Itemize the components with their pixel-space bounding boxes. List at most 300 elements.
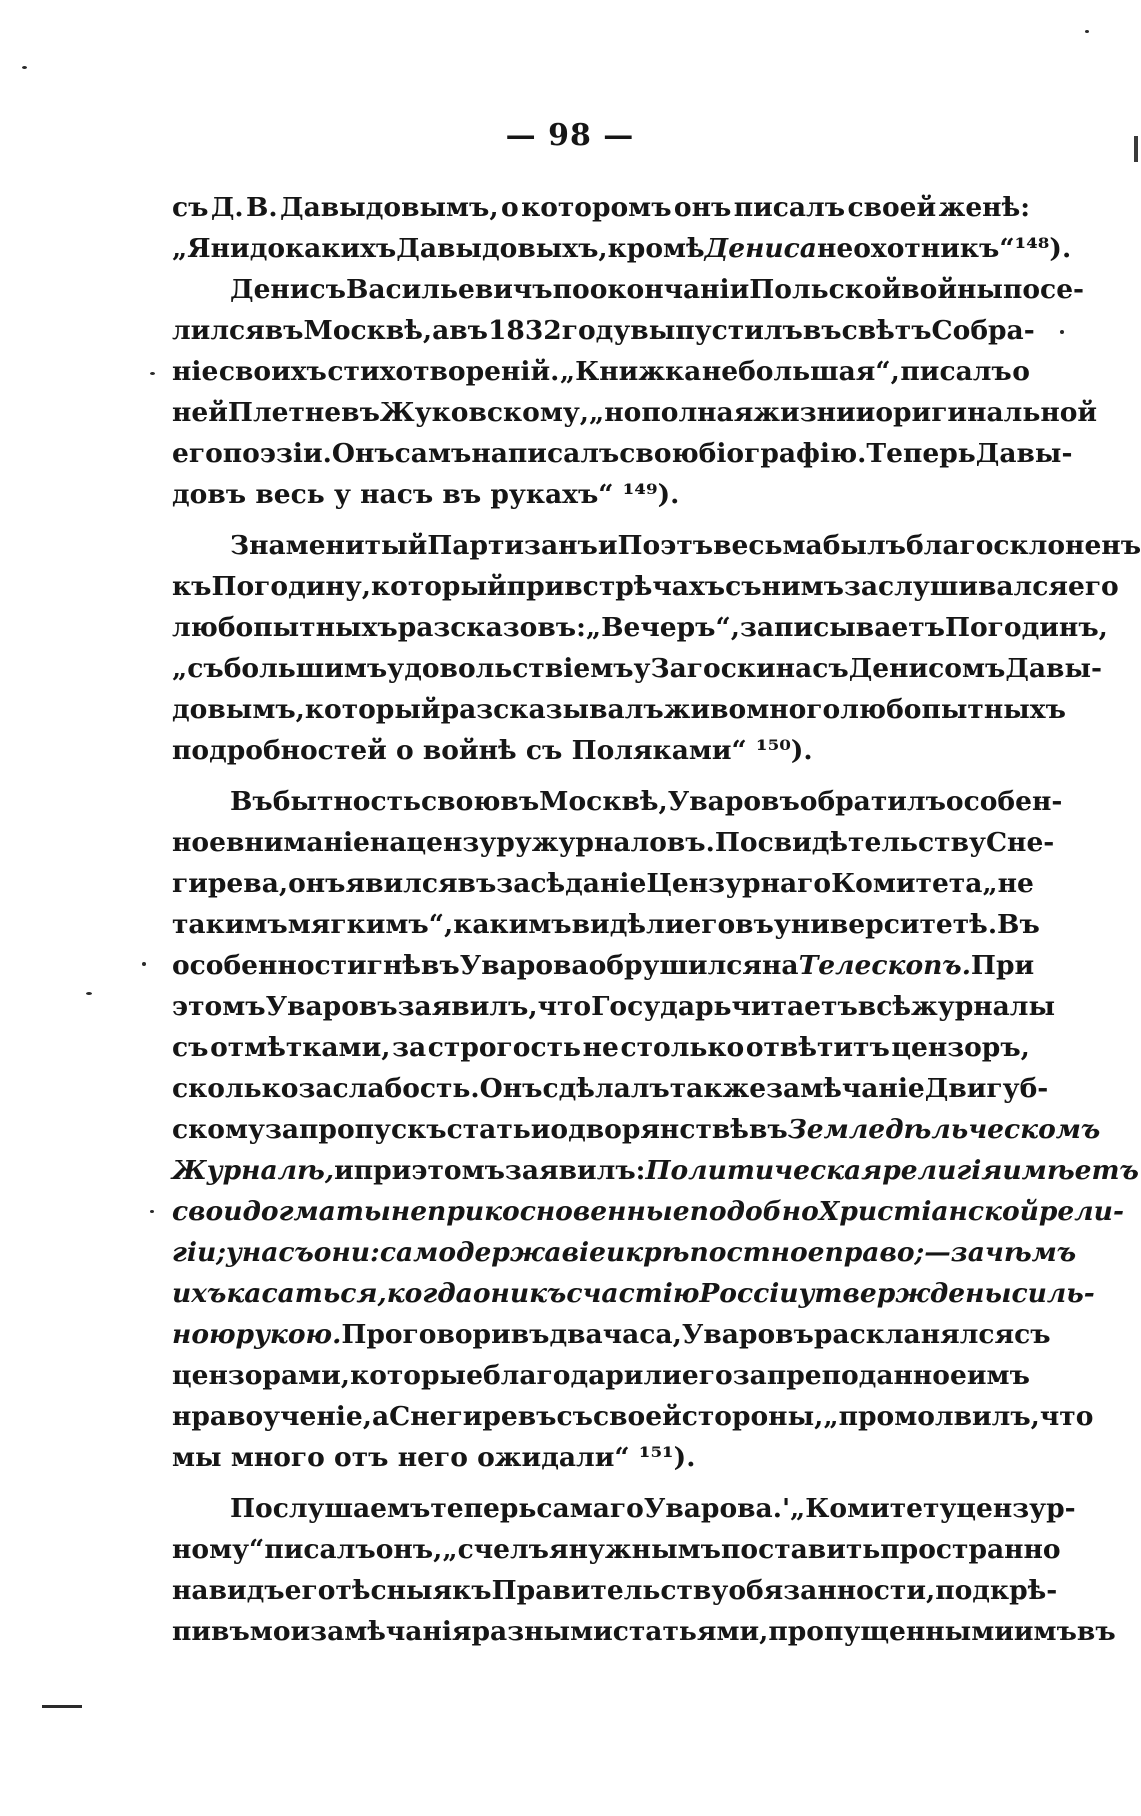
text-line: [172, 822, 1055, 863]
word: 1832: [487, 315, 562, 346]
word: обратилъ: [799, 786, 946, 817]
word: догматы: [242, 1196, 391, 1227]
word: гирева,: [172, 868, 289, 899]
word: Поляками“: [571, 735, 757, 766]
word: столько: [620, 1032, 745, 1063]
word: онъ,: [375, 1534, 443, 1565]
text-line: [172, 1355, 1030, 1396]
word: имъ: [966, 1360, 1030, 1391]
word: свою: [421, 786, 501, 817]
word: мягкимъ“,: [287, 909, 454, 940]
word: въ: [735, 909, 774, 940]
word: ней: [172, 397, 228, 428]
word: въ: [449, 315, 488, 346]
word: видъ: [208, 1575, 285, 1606]
word: Уварова: [459, 950, 589, 981]
word: Россіи: [699, 1278, 799, 1309]
word: о: [501, 192, 519, 223]
word: цензур-: [956, 1493, 1076, 1524]
word: пропущенными: [768, 1616, 1014, 1647]
word: Плетневъ: [227, 397, 380, 428]
word: Въ: [997, 909, 1040, 940]
word: насъ: [360, 479, 443, 510]
text-line: [172, 904, 1040, 945]
word: отъ: [334, 1442, 398, 1473]
word: Давыдовымъ,: [280, 192, 499, 223]
word: самодержавіе: [379, 1237, 606, 1268]
word: рукахъ“: [490, 479, 623, 510]
word: онъ: [673, 192, 732, 223]
word: него: [397, 1442, 478, 1473]
word: за: [264, 1114, 300, 1145]
word: Онъ: [479, 1073, 543, 1104]
word: пропускъ: [299, 1114, 447, 1145]
word: съ: [725, 571, 762, 602]
word: и: [597, 530, 618, 561]
word: въ: [1076, 1616, 1116, 1647]
word: Послушаемъ: [230, 1493, 431, 1524]
text-line: [172, 351, 1030, 392]
word: который: [304, 694, 441, 725]
word: весьма: [713, 530, 823, 561]
word: рукою.: [235, 1319, 342, 1350]
word: о: [395, 735, 423, 766]
word: Погодинъ,: [944, 612, 1108, 643]
word: самъ: [394, 438, 472, 469]
word: у: [333, 479, 361, 510]
word: былъ: [822, 530, 906, 561]
word: Давы-: [975, 438, 1073, 469]
word: В.: [246, 192, 278, 223]
word: поставить: [721, 1534, 881, 1565]
word: свои: [172, 1196, 243, 1227]
word: небольшая“,: [701, 356, 900, 387]
text-line: [172, 1570, 1058, 1611]
word: вниманіе: [225, 827, 370, 858]
word: Уваровъ: [681, 1319, 814, 1350]
word: на: [369, 827, 407, 858]
word: съ: [525, 735, 572, 766]
word: его: [684, 909, 736, 940]
scan-speck: [86, 992, 92, 995]
word: а: [371, 1401, 390, 1432]
word: въ: [802, 315, 842, 346]
word: и: [605, 1237, 626, 1268]
text-line: [172, 607, 1108, 648]
word: весь: [255, 479, 334, 510]
text-line: [172, 781, 1063, 822]
word: нравоученіе,: [172, 1401, 372, 1432]
word: полная: [641, 397, 754, 428]
word: религія: [882, 1155, 1003, 1186]
text-line: [172, 1027, 1030, 1068]
word: „но: [589, 397, 642, 428]
word: посе-: [1002, 274, 1085, 305]
word: Денисъ: [230, 274, 346, 305]
word: на: [762, 950, 799, 981]
word: довъ: [172, 479, 256, 510]
word: войны: [901, 274, 1003, 305]
word: два: [549, 1319, 603, 1350]
word: ною: [172, 1319, 236, 1350]
word: Сне-: [985, 827, 1055, 858]
word: любопытныхъ: [172, 612, 398, 643]
text-line: [172, 1437, 1030, 1478]
word: Москвѣ,: [303, 315, 433, 346]
word: Журналѣ,: [172, 1155, 335, 1186]
word: ¹⁵⁰).: [756, 735, 813, 766]
word: большимъ: [223, 653, 388, 684]
word: разсказовъ:: [397, 612, 586, 643]
word: этомъ: [411, 1155, 505, 1186]
word: Земледѣльческомъ: [787, 1114, 1101, 1145]
word: бытность: [272, 786, 422, 817]
word: Погодину,: [211, 571, 371, 602]
word: замѣчанія: [310, 1616, 472, 1647]
page-number: — 98 —: [505, 118, 635, 153]
word: Проговоривъ: [341, 1319, 550, 1350]
word: какимъ: [453, 909, 572, 940]
word: также: [669, 1073, 767, 1104]
word: По: [714, 827, 758, 858]
word: въ: [748, 1114, 788, 1145]
word: и: [855, 397, 876, 428]
word: что: [1039, 1401, 1094, 1432]
word: преподанное: [766, 1360, 967, 1391]
word: окончаніи: [589, 274, 750, 305]
word: въ: [457, 868, 497, 899]
word: біографію.: [698, 438, 867, 469]
word: любопытныхъ: [840, 694, 1066, 725]
word: „Вечеръ“,: [585, 612, 740, 643]
text-line: [172, 1396, 1094, 1437]
word: своей: [592, 1401, 682, 1432]
margin-rule: [42, 1705, 82, 1708]
word: Теперь: [866, 438, 976, 469]
word: явился: [345, 868, 458, 899]
word: съ: [172, 1032, 209, 1063]
word: съ: [556, 1401, 593, 1432]
word: При: [970, 950, 1035, 981]
word: „Книжка: [559, 356, 702, 387]
word: у: [226, 1237, 242, 1268]
word: Польской: [749, 274, 902, 305]
word: писалъ: [264, 1534, 376, 1565]
scan-speck: [22, 66, 27, 69]
word: Снегиревъ: [389, 1401, 557, 1432]
word: этомъ: [172, 991, 266, 1022]
word: утверждены: [798, 1278, 1012, 1309]
word: подробностей: [172, 735, 396, 766]
word: его: [1067, 571, 1119, 602]
word: статьями,: [612, 1616, 769, 1647]
word: ¹⁴⁸).: [1014, 233, 1072, 264]
text-line: [172, 228, 1072, 269]
text-line: [172, 187, 1030, 228]
text-line: [172, 474, 1030, 515]
word: засѣданіе: [496, 868, 647, 899]
text-line: [172, 566, 1119, 607]
body-text: [172, 187, 1141, 1652]
word: ни: [210, 233, 250, 264]
word: что: [537, 991, 592, 1022]
word: имъ: [1013, 1616, 1077, 1647]
word: къ: [529, 1278, 567, 1309]
word: „съ: [172, 653, 224, 684]
word: много: [230, 1442, 335, 1473]
word: году: [561, 315, 631, 346]
word: ожидали“: [477, 1442, 639, 1473]
word: у: [633, 653, 651, 684]
word: читаетъ: [731, 991, 858, 1022]
word: за: [298, 1073, 333, 1104]
word: оригинальной: [875, 397, 1098, 428]
word: часа,: [602, 1319, 682, 1350]
word: свѣтъ: [841, 315, 932, 346]
text-line: [172, 1488, 1076, 1529]
word: его: [681, 1360, 733, 1391]
word: войнѣ: [422, 735, 526, 766]
word: отвѣтитъ: [745, 1032, 890, 1063]
word: Москвѣ,: [539, 786, 668, 817]
word: Государь: [591, 991, 732, 1022]
scan-speck: [142, 962, 146, 966]
word: Онъ: [331, 438, 395, 469]
word: журналы: [910, 991, 1056, 1022]
text-line: [172, 863, 1034, 904]
word: кромѣ: [607, 233, 705, 264]
word: которые: [350, 1360, 483, 1391]
word: ніе: [172, 356, 219, 387]
word: всѣ: [857, 991, 911, 1022]
word: слабость.: [332, 1073, 480, 1104]
word: Телескопъ.: [798, 950, 971, 981]
word: сколько: [172, 1073, 299, 1104]
paragraph-gap: [172, 515, 1030, 525]
word: университетѣ.: [773, 909, 998, 940]
text-line: [172, 986, 1056, 1027]
word: его: [172, 438, 223, 469]
word: свою: [619, 438, 699, 469]
word: рели-: [1038, 1196, 1124, 1227]
word: заслушивался: [843, 571, 1068, 602]
word: нужнымъ: [568, 1534, 721, 1565]
word: Комитета: [831, 868, 983, 899]
word: дворянствѣ: [568, 1114, 749, 1145]
word: Поэтъ: [617, 530, 714, 561]
word: гіи;: [172, 1237, 227, 1268]
word: не: [816, 233, 854, 264]
word: ному“: [172, 1534, 265, 1565]
text-line: [172, 689, 1066, 730]
word: съ: [172, 192, 209, 223]
word: мы: [172, 1442, 231, 1473]
word: '„Комитету: [781, 1493, 957, 1524]
word: теперь: [430, 1493, 537, 1524]
word: Денисомъ: [848, 653, 1006, 684]
word: писалъ: [733, 192, 846, 223]
word: „Я: [172, 233, 211, 264]
word: „промолвилъ,: [823, 1401, 1040, 1432]
text-line: [172, 525, 1141, 566]
word: право;—зачѣмъ: [824, 1237, 1077, 1268]
word: Партизанъ: [427, 530, 598, 561]
word: удовольствіемъ: [387, 653, 634, 684]
word: которомъ: [521, 192, 672, 223]
word: Христіанской: [818, 1196, 1039, 1227]
word: статьи: [446, 1114, 551, 1145]
word: сдѣлалъ: [542, 1073, 670, 1104]
word: счастію: [566, 1278, 700, 1309]
paragraph-gap: [172, 1478, 1030, 1488]
scan-speck: [1085, 30, 1089, 33]
word: „не: [982, 868, 1034, 899]
word: записываетъ: [739, 612, 945, 643]
word: Уварова.: [643, 1493, 782, 1524]
word: цензоръ,: [891, 1032, 1030, 1063]
word: писалъ: [900, 356, 1012, 387]
word: Правительству: [491, 1575, 729, 1606]
word: при: [506, 571, 565, 602]
word: своихъ: [218, 356, 327, 387]
word: подобно: [689, 1196, 819, 1227]
word: я: [548, 1534, 569, 1565]
word: Жуковскому,: [379, 397, 590, 428]
word: мои: [249, 1616, 311, 1647]
word: обязанности,: [728, 1575, 936, 1606]
word: Уваровъ: [667, 786, 800, 817]
word: ихъ: [172, 1278, 227, 1309]
word: съ: [812, 653, 849, 684]
word: въ: [264, 315, 304, 346]
word: Давыдовыхъ,: [396, 233, 608, 264]
word: по: [552, 274, 590, 305]
word: при: [353, 1155, 412, 1186]
scan-speck: [150, 1210, 154, 1213]
word: стороны,: [681, 1401, 824, 1432]
word: живо: [663, 694, 747, 725]
word: гнѣвъ: [366, 950, 460, 981]
word: написалъ: [471, 438, 620, 469]
word: имѣетъ: [1002, 1155, 1139, 1186]
word: выпустилъ: [630, 315, 803, 346]
text-line: [172, 945, 1035, 986]
scan-edge-mark: [1134, 136, 1138, 162]
scan-speck: [150, 372, 155, 375]
word: Загоскина: [650, 653, 813, 684]
word: къ: [452, 1575, 492, 1606]
word: касаться,: [226, 1278, 387, 1309]
word: Давы-: [1005, 653, 1103, 684]
word: стихотвореній.: [327, 356, 560, 387]
word: а: [432, 315, 450, 346]
word: неприкосновенные: [390, 1196, 690, 1227]
word: подкрѣ-: [935, 1575, 1058, 1606]
paragraph-gap: [172, 771, 1030, 781]
word: до: [249, 233, 286, 264]
text-line: [172, 1529, 1061, 1570]
word: заявилъ,: [397, 991, 538, 1022]
word: женѣ:: [938, 192, 1030, 223]
word: Дениса: [704, 233, 817, 264]
word: Знаменитый: [230, 530, 428, 561]
word: „счелъ: [442, 1534, 549, 1565]
word: нимъ: [761, 571, 844, 602]
text-line: [172, 1068, 1049, 1109]
word: свидѣтельству: [757, 827, 986, 858]
word: поэзіи.: [222, 438, 332, 469]
word: особенности: [172, 950, 367, 981]
word: Двигуб-: [924, 1073, 1049, 1104]
word: пивъ: [172, 1616, 250, 1647]
text-line: [172, 1150, 1139, 1191]
word: пространно: [880, 1534, 1061, 1565]
word: лился: [172, 315, 265, 346]
word: къ: [172, 571, 212, 602]
word: разсказывалъ: [440, 694, 664, 725]
text-line: [172, 1273, 1095, 1314]
word: ¹⁴⁹).: [622, 479, 680, 510]
text-line: [172, 648, 1103, 689]
word: о: [1012, 356, 1030, 387]
word: крѣпостное: [625, 1237, 825, 1268]
word: замѣчаніе: [766, 1073, 925, 1104]
word: благодарили: [483, 1360, 682, 1391]
word: они:: [313, 1237, 380, 1268]
word: жизни: [753, 397, 856, 428]
word: не: [582, 1032, 619, 1063]
word: журналовъ.: [531, 827, 715, 858]
word: въ: [500, 786, 540, 817]
word: видѣли: [571, 909, 685, 940]
word: особен-: [945, 786, 1063, 817]
word: тѣсныя: [335, 1575, 453, 1606]
word: Васильевичъ: [345, 274, 553, 305]
text-line: [172, 1611, 1116, 1652]
word: раскланялся: [813, 1319, 1015, 1350]
word: насъ: [241, 1237, 314, 1268]
word: въ: [442, 479, 491, 510]
word: цензуру: [406, 827, 532, 858]
word: довымъ,: [172, 694, 305, 725]
word: скому: [172, 1114, 265, 1145]
word: силь-: [1011, 1278, 1095, 1309]
word: разными: [471, 1616, 613, 1647]
word: онъ: [288, 868, 346, 899]
word: много: [746, 694, 841, 725]
word: своей: [847, 192, 937, 223]
word: и: [334, 1155, 354, 1186]
word: они: [472, 1278, 530, 1309]
word: его: [284, 1575, 336, 1606]
word: встрѣчахъ: [564, 571, 726, 602]
word: Д.: [210, 192, 244, 223]
word: за: [732, 1360, 767, 1391]
word: за: [392, 1032, 427, 1063]
word: охотникъ“: [853, 233, 1015, 264]
word: строгость: [427, 1032, 581, 1063]
text-line: [172, 1232, 1077, 1273]
text-line: [172, 1314, 1051, 1355]
word: какихъ: [285, 233, 397, 264]
text-line: [172, 1109, 1101, 1150]
text-line: [172, 730, 1030, 771]
word: Собра-: [931, 315, 1035, 346]
word: когда: [386, 1278, 473, 1309]
word: на: [172, 1575, 209, 1606]
word: о: [550, 1114, 569, 1145]
word: заявилъ:: [504, 1155, 646, 1186]
